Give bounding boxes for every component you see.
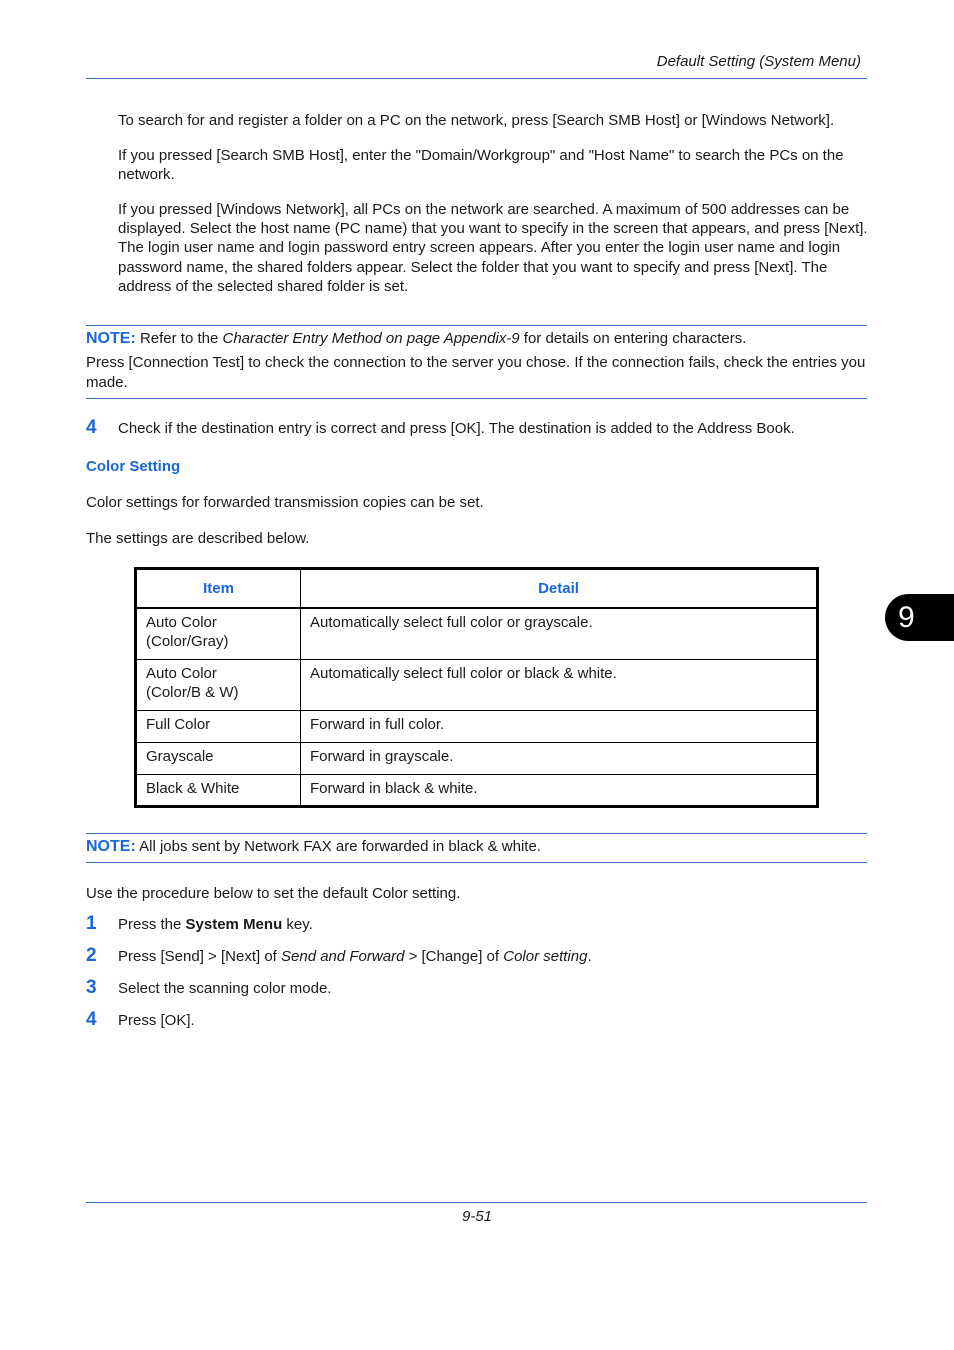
note1-line1: [86, 329, 867, 349]
system-menu-key-label: System Menu: [185, 916, 283, 933]
note2-top-rule: [86, 833, 867, 834]
table-row: [136, 659, 818, 710]
item-cell: Black & White: [136, 774, 301, 806]
item-cell: [136, 659, 301, 710]
running-header: Default Setting (System Menu): [656, 53, 861, 70]
detail-cell: Automatically select full color or grayscale.: [301, 608, 818, 659]
detail-cell: Forward in black & white.: [301, 774, 818, 806]
chapter-tab: 9: [885, 594, 954, 641]
step2-part: > [Change] of: [404, 948, 504, 965]
step1-pre: Press the: [118, 916, 186, 933]
note2-text: All jobs sent by Network FAX are forwarded in black & white.: [135, 838, 541, 855]
step-number: 1: [86, 913, 97, 934]
step1-post: key.: [282, 916, 313, 933]
step-text: Check if the destination entry is correct and press [OK]. The destination is added to the Address Book.: [118, 420, 795, 437]
table-row: [136, 710, 818, 742]
item-cell: Grayscale: [136, 742, 301, 774]
step-number: 2: [86, 945, 97, 966]
footer-rule: [86, 1202, 867, 1203]
intro-paragraph-3: If you pressed [Windows Network], all PCs on the network are searched. A maximum of 500 addresses can be displayed. Select the host name (PC name) that you want to specify in the screen that appears, and press [Next]. The login user name and login password entry screen appears. After you enter the login user name and login password name, the shared folders appear. Select the folder that you want to specify and press [Next]. The address of the selected shared folder is set.: [118, 201, 868, 295]
step-number: 4: [86, 1009, 97, 1030]
note1-reference: Character Entry Method on page Appendix-9: [222, 330, 520, 347]
table-row: [136, 742, 818, 774]
column-header-detail: Detail: [301, 569, 818, 609]
note1-line2: Press [Connection Test] to check the connection to the server you chose. If the connection fails, check the entries you made.: [86, 354, 866, 391]
item-line: (Color/Gray): [146, 633, 229, 650]
table-row: [136, 608, 818, 659]
note2-bottom-rule: [86, 862, 867, 863]
page-number: 9-51: [461, 1208, 493, 1225]
step2-part: Press [Send] > [Next] of: [118, 948, 281, 965]
note-label: NOTE:: [86, 838, 136, 855]
section-heading: Color Setting: [86, 458, 181, 475]
step2-part: .: [587, 948, 592, 965]
step2-setting-name: Color setting: [503, 948, 588, 965]
item-line: Auto Color: [146, 614, 217, 631]
section-description: Color settings for forwarded transmission copies can be set.: [86, 494, 484, 511]
step-text: Press [OK].: [118, 1012, 195, 1029]
step-text: [118, 916, 313, 933]
detail-cell: Automatically select full color or black & white.: [301, 659, 818, 710]
step-number: 3: [86, 977, 97, 998]
note2: [86, 837, 867, 857]
procedure-intro: Use the procedure below to set the default Color setting.: [86, 885, 461, 902]
note1-pre: Refer to the: [135, 330, 223, 347]
item-cell: [136, 608, 301, 659]
note-label: NOTE:: [86, 330, 136, 347]
step-text: Select the scanning color mode.: [118, 980, 332, 997]
item-line: Auto Color: [146, 664, 217, 682]
step-text: [118, 948, 592, 965]
header-rule: [86, 78, 867, 79]
intro-paragraph-2: If you pressed [Search SMB Host], enter the "Domain/Workgroup" and "Host Name" to search the PCs on the network.: [118, 147, 844, 184]
item-cell: Full Color: [136, 710, 301, 742]
section-intro-table: The settings are described below.: [86, 530, 310, 547]
step2-menu-name: Send and Forward: [281, 948, 405, 965]
detail-cell: Forward in full color.: [301, 710, 818, 742]
intro-paragraph-1: To search for and register a folder on a PC on the network, press [Search SMB Host] or [Windows Network].: [118, 112, 835, 129]
item-line: (Color/B & W): [146, 683, 239, 701]
column-header-item: Item: [136, 569, 301, 609]
table-header-row: [136, 569, 818, 609]
table-row: [136, 774, 818, 806]
note1-post: for details on entering characters.: [519, 330, 747, 347]
note1-top-rule: [86, 325, 867, 326]
settings-table: [134, 567, 819, 808]
note1-bottom-rule: [86, 398, 867, 399]
detail-cell: Forward in grayscale.: [301, 742, 818, 774]
step-number: 4: [86, 417, 97, 438]
